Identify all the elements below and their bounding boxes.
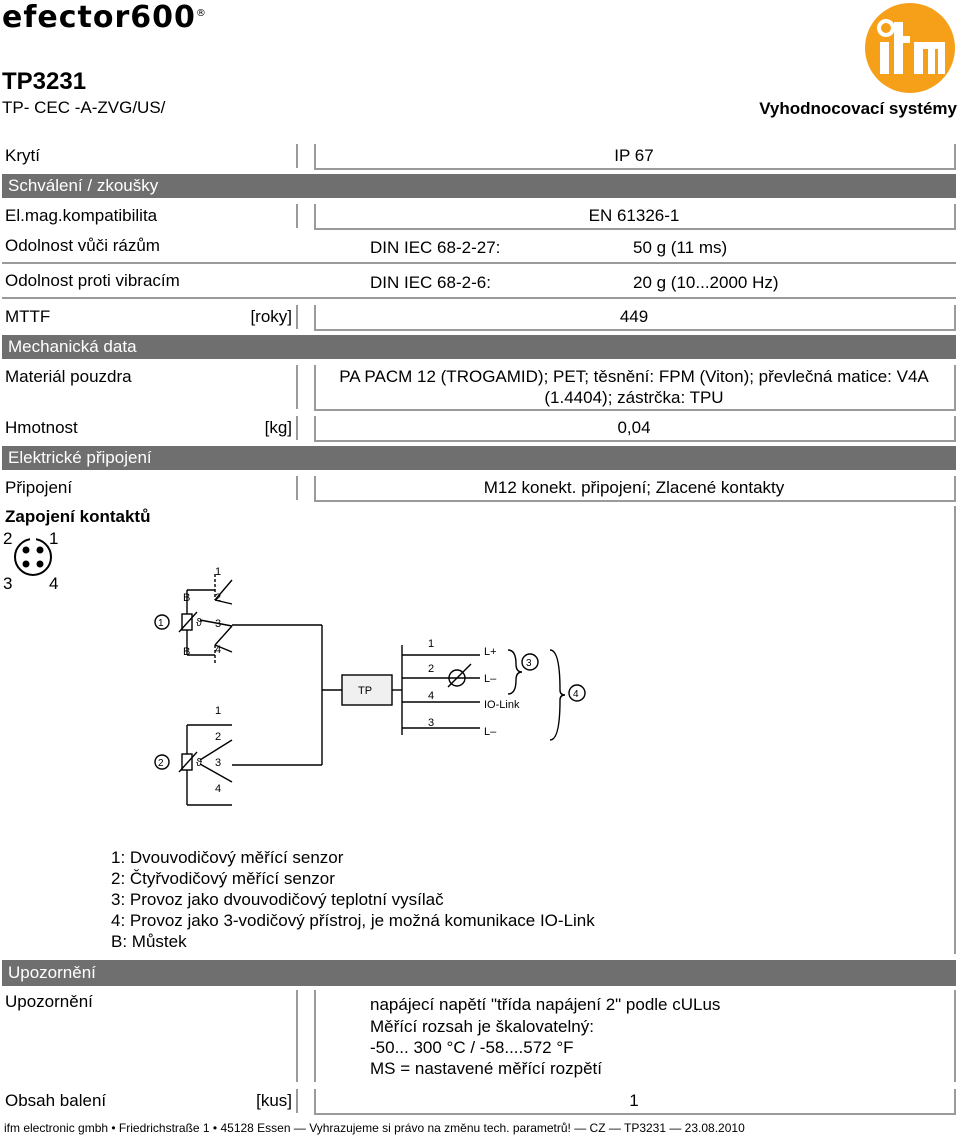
vibrace-value: 20 g (10...2000 Hz) bbox=[633, 273, 779, 292]
note-line: napájecí napětí "třída napájení 2" podle cULus bbox=[370, 995, 721, 1014]
ifm-logo bbox=[864, 2, 956, 94]
obsah-label: Obsah balení bbox=[5, 1091, 107, 1110]
group4-number: 4 bbox=[573, 689, 579, 700]
product-variant: TP- CEC -A-ZVG/US/ bbox=[2, 98, 166, 117]
divider bbox=[954, 506, 956, 954]
mttf-label: MTTF bbox=[5, 307, 51, 326]
connector-pinout-icon bbox=[10, 534, 56, 580]
out-label: L– bbox=[484, 673, 497, 685]
pripojeni-value: M12 konekt. připojení; Zlacené kontakty bbox=[483, 478, 785, 497]
obsah-unit: [kus] bbox=[256, 1091, 292, 1110]
sensor1-number: 1 bbox=[158, 618, 164, 629]
divider bbox=[314, 329, 956, 331]
divider bbox=[314, 440, 956, 442]
vibrace-label: Odolnost proti vibracím bbox=[5, 271, 180, 290]
divider bbox=[954, 365, 956, 409]
pin-label: 1 bbox=[49, 529, 59, 548]
divider bbox=[314, 228, 956, 230]
divider bbox=[314, 1113, 956, 1115]
divider bbox=[296, 305, 298, 329]
material-value-1: PA PACM 12 (TROGAMID); PET; těsnění: FPM (Viton); převlečná matice: V4A bbox=[339, 367, 929, 386]
upozorneni-label: Upozornění bbox=[5, 992, 93, 1011]
pin-label: 2 bbox=[3, 529, 13, 548]
divider bbox=[314, 409, 956, 411]
divider bbox=[954, 204, 956, 228]
section-upozorneni: Upozornění bbox=[2, 960, 956, 986]
divider bbox=[954, 144, 956, 168]
section-schvaleni: Schválení / zkoušky bbox=[2, 174, 956, 198]
divider bbox=[296, 204, 298, 228]
legend-item: 1: Dvouvodičový měřící senzor bbox=[111, 848, 344, 867]
material-value-2: (1.4404); zástrčka: TPU bbox=[544, 388, 724, 407]
theta-symbol: ϑ bbox=[196, 757, 203, 769]
out-label: L+ bbox=[484, 646, 497, 658]
footer-text: ifm electronic gmbh • Friedrichstraße 1 • 45128 Essen — Vyhrazujeme si právo na změnu tech. parametrů! — CZ — TP3231 — 23.08.2010 bbox=[4, 1121, 745, 1135]
bridge-label: B bbox=[183, 646, 191, 658]
divider bbox=[314, 168, 956, 170]
divider bbox=[954, 305, 956, 329]
elmag-value: EN 61326-1 bbox=[588, 206, 680, 225]
vibrace-standard: DIN IEC 68-2-6: bbox=[370, 273, 491, 292]
out-pin: 1 bbox=[428, 638, 435, 650]
hmotnost-value: 0,04 bbox=[617, 418, 651, 437]
divider bbox=[954, 416, 956, 440]
obsah-value: 1 bbox=[629, 1091, 639, 1110]
divider bbox=[954, 476, 956, 500]
razy-value: 50 g (11 ms) bbox=[633, 238, 728, 257]
material-label: Materiál pouzdra bbox=[5, 367, 132, 386]
section-mechanicka: Mechanická data bbox=[2, 335, 956, 359]
sensor-pin: 4 bbox=[215, 644, 222, 656]
note-line: -50... 300 °C / -58....572 °F bbox=[370, 1038, 574, 1057]
divider bbox=[314, 990, 316, 1082]
divider bbox=[314, 500, 956, 502]
sensor-pin: 2 bbox=[215, 592, 222, 604]
sensor-pin: 2 bbox=[215, 731, 222, 743]
out-pin: 4 bbox=[428, 690, 435, 702]
kryti-value: IP 67 bbox=[614, 146, 654, 165]
sensor-pin: 4 bbox=[215, 783, 222, 795]
legend-item: 4: Provoz jako 3-vodičový přístroj, je možná komunikace IO-Link bbox=[111, 911, 595, 930]
theta-symbol: ϑ bbox=[196, 617, 203, 629]
pin-label: 3 bbox=[3, 574, 13, 593]
mttf-unit: [roky] bbox=[250, 307, 292, 326]
divider bbox=[296, 476, 298, 500]
divider bbox=[2, 297, 956, 299]
divider bbox=[2, 262, 956, 264]
pripojeni-label: Připojení bbox=[5, 478, 73, 497]
zapojeni-title: Zapojení kontaktů bbox=[5, 507, 151, 526]
kryti-label: Krytí bbox=[5, 146, 40, 165]
product-code: TP3231 bbox=[2, 68, 87, 95]
brand-logo-text: efector600® bbox=[2, 0, 207, 35]
pin-label: 4 bbox=[49, 574, 59, 593]
razy-label: Odolnost vůči rázům bbox=[5, 236, 160, 255]
mttf-value: 449 bbox=[619, 307, 649, 326]
razy-standard: DIN IEC 68-2-27: bbox=[370, 238, 501, 257]
divider bbox=[296, 416, 298, 440]
divider bbox=[296, 144, 298, 168]
sensor-pin: 3 bbox=[215, 618, 222, 630]
wiring-diagram bbox=[140, 560, 600, 810]
sensor-pin: 1 bbox=[215, 566, 222, 578]
bridge-label: B bbox=[183, 592, 191, 604]
sensor-pin: 3 bbox=[215, 757, 222, 769]
out-pin: 2 bbox=[428, 663, 435, 675]
legend-item: B: Můstek bbox=[111, 932, 187, 951]
legend-item: 3: Provoz jako dvouvodičový teplotní vysílač bbox=[111, 890, 444, 909]
section-elektricke: Elektrické připojení bbox=[2, 446, 956, 470]
sensor-pin: 1 bbox=[215, 705, 222, 717]
divider bbox=[954, 1089, 956, 1113]
divider bbox=[296, 990, 298, 1082]
hmotnost-label: Hmotnost bbox=[5, 418, 78, 437]
elmag-label: El.mag.kompatibilita bbox=[5, 206, 158, 225]
out-label: L– bbox=[484, 726, 497, 738]
note-line: Měřící rozsah je škalovatelný: bbox=[370, 1017, 594, 1036]
note-line: MS = nastavené měřící rozpětí bbox=[370, 1059, 602, 1078]
divider bbox=[296, 1089, 298, 1113]
tp-box-label: TP bbox=[358, 685, 373, 697]
hmotnost-unit: [kg] bbox=[264, 418, 292, 437]
divider bbox=[296, 365, 298, 409]
out-label: IO-Link bbox=[484, 699, 520, 711]
legend-item: 2: Čtyřvodičový měřící senzor bbox=[111, 869, 335, 888]
product-category: Vyhodnocovací systémy bbox=[759, 99, 957, 118]
divider bbox=[954, 990, 956, 1082]
sensor2-number: 2 bbox=[158, 758, 164, 769]
group3-number: 3 bbox=[526, 658, 532, 669]
out-pin: 3 bbox=[428, 717, 435, 729]
